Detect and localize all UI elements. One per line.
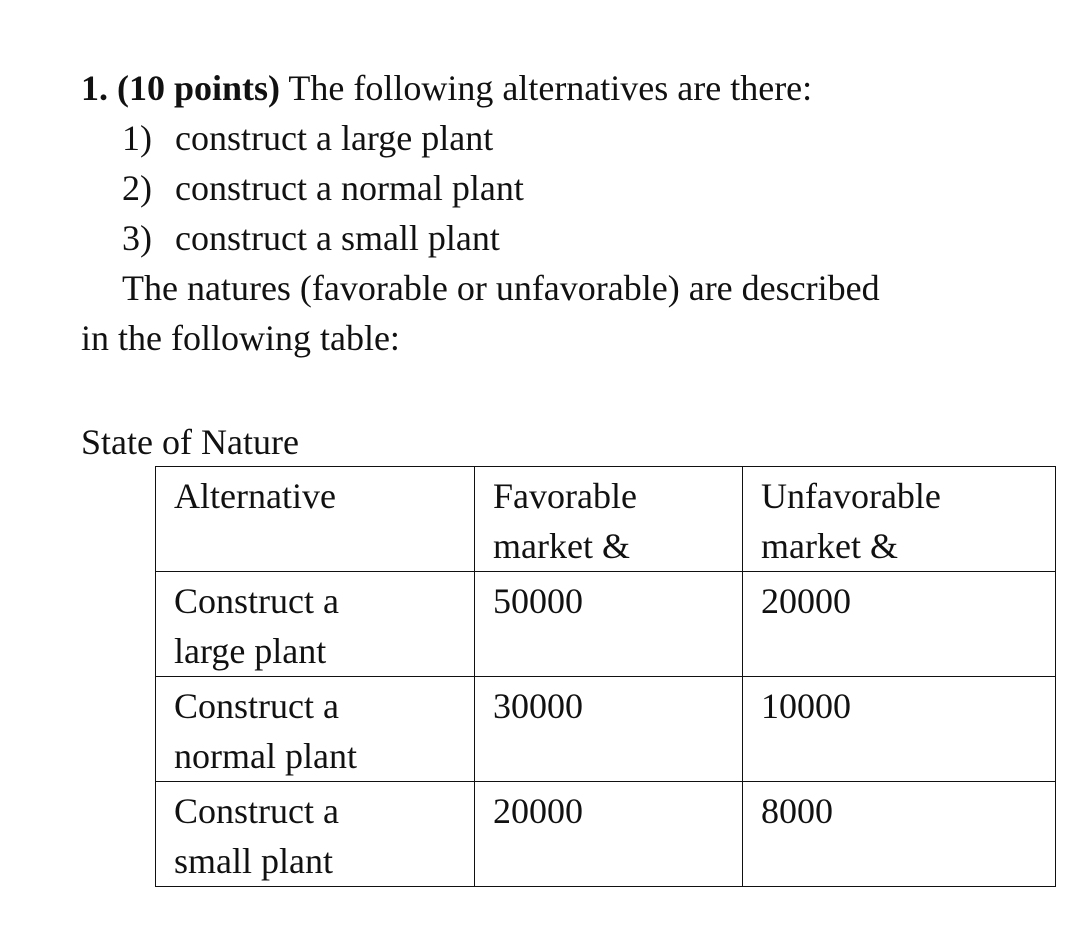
cell-favorable: 30000 [475, 677, 743, 782]
header-favorable-line-2: market & [493, 526, 630, 566]
alternative-line-2: small plant [174, 841, 333, 881]
question-block [81, 63, 1041, 363]
cell-favorable: 50000 [475, 572, 743, 677]
alternative-text: construct a normal plant [175, 168, 524, 208]
question-title [81, 63, 1041, 113]
payoff-table [155, 466, 1056, 887]
cropped-header-fragment [120, 0, 880, 10]
cell-unfavorable: 20000 [743, 572, 1056, 677]
cell-alternative [156, 572, 475, 677]
alternative-number: 2) [122, 168, 152, 208]
alternative-line-2: normal plant [174, 736, 357, 776]
alternative-text: construct a large plant [175, 118, 494, 158]
table-row [156, 782, 1056, 887]
cell-unfavorable: 8000 [743, 782, 1056, 887]
table-row [156, 677, 1056, 782]
alternative-line-1: Construct a [174, 791, 339, 831]
header-favorable-line-1: Favorable [493, 476, 637, 516]
table-header-row [156, 467, 1056, 572]
alternative-item [81, 163, 1041, 213]
alternative-line-2: large plant [174, 631, 327, 671]
header-alternative [156, 467, 475, 572]
cell-favorable: 20000 [475, 782, 743, 887]
cell-alternative [156, 677, 475, 782]
header-unfavorable [743, 467, 1056, 572]
alternative-text: construct a small plant [175, 218, 500, 258]
header-alternative-label: Alternative [174, 476, 336, 516]
alternative-number: 3) [122, 218, 152, 258]
cell-alternative [156, 782, 475, 887]
table-caption: State of Nature [81, 422, 299, 462]
cell-unfavorable: 10000 [743, 677, 1056, 782]
header-unfavorable-line-1: Unfavorable [761, 476, 941, 516]
alternative-number: 1) [122, 118, 152, 158]
description-line-1: The natures (favorable or unfavorable) are described [122, 268, 880, 308]
question-points: (10 points) [117, 68, 281, 108]
header-unfavorable-line-2: market & [761, 526, 898, 566]
question-number: 1. [81, 68, 108, 108]
alternative-line-1: Construct a [174, 581, 339, 621]
question-intro: The following alternatives are there: [288, 68, 813, 108]
alternative-item [81, 213, 1041, 263]
alternative-line-1: Construct a [174, 686, 339, 726]
header-favorable [475, 467, 743, 572]
description-line-2: in the following table: [81, 318, 400, 358]
alternative-item [81, 113, 1041, 163]
table-row [156, 572, 1056, 677]
